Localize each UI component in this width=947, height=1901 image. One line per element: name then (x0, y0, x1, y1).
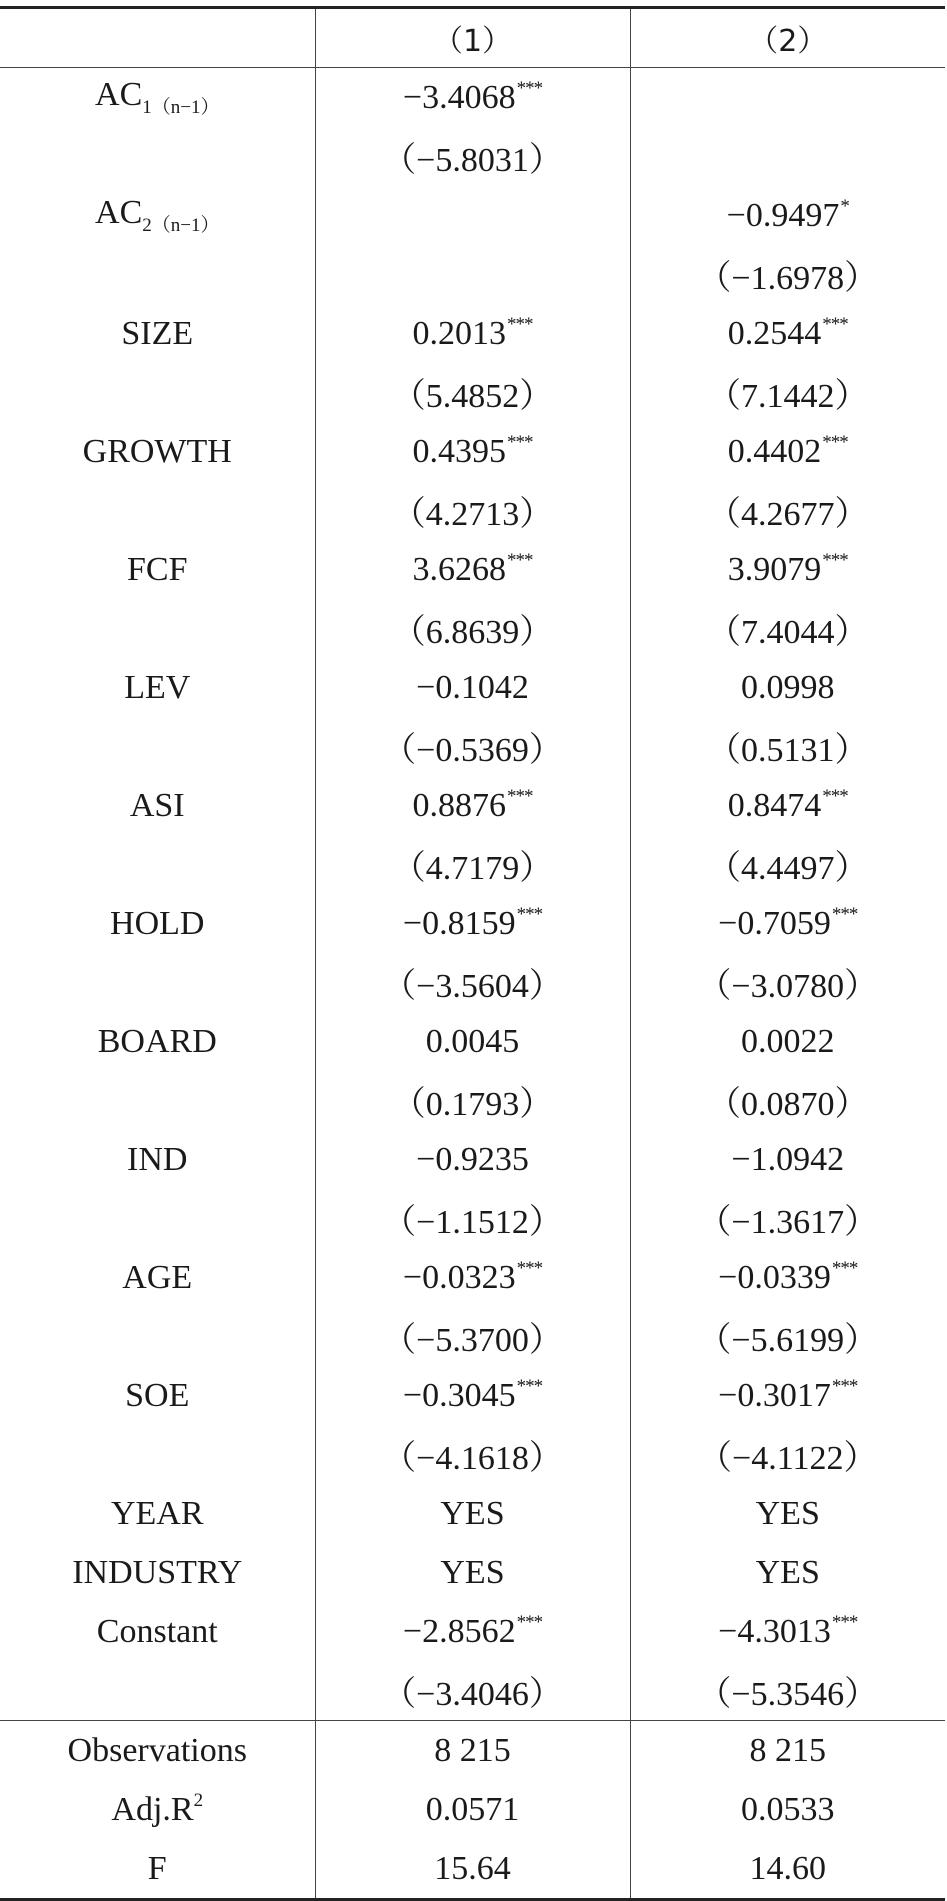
variable-name: FCF (127, 550, 188, 588)
cell-model-2 (630, 1661, 945, 1721)
cell-model-1 (315, 304, 630, 363)
cell-value: （−3.4046） (382, 1676, 563, 1713)
row-label (0, 68, 315, 128)
stat-value: 0.0533 (741, 1790, 835, 1828)
variable-name: SOE (125, 1376, 190, 1414)
cell-value: −0.0323 (402, 1259, 516, 1296)
cell-model-2 (630, 540, 945, 599)
cell-value: （−1.1512） (382, 1204, 563, 1241)
row-label (0, 1130, 315, 1189)
cell-model-1 (315, 186, 630, 245)
stat-value: 15.64 (434, 1849, 511, 1887)
cell-model-2 (630, 1366, 945, 1425)
cell-value: （−4.1618） (382, 1440, 563, 1477)
cell-value: （−4.1122） (698, 1440, 878, 1477)
cell-model-1 (315, 1071, 630, 1130)
cell-model-2 (630, 1248, 945, 1307)
cell-model-2 (630, 894, 945, 953)
table-row (0, 1484, 945, 1543)
table-row (0, 1425, 945, 1484)
table-row (0, 1661, 945, 1721)
table-row (0, 1189, 945, 1248)
cell-model-1 (315, 1484, 630, 1543)
row-label (0, 1248, 315, 1307)
row-label (0, 1012, 315, 1071)
cell-model-1 (315, 1543, 630, 1602)
stat-label (0, 1780, 315, 1839)
row-label (0, 481, 315, 540)
table-row (0, 953, 945, 1012)
stats-row (0, 1721, 945, 1781)
cell-model-1 (315, 658, 630, 717)
cell-model-1 (315, 599, 630, 658)
row-label (0, 953, 315, 1012)
cell-value: （−5.3700） (382, 1322, 563, 1359)
cell-value: −4.3013 (718, 1613, 831, 1650)
row-label (0, 776, 315, 835)
significance-stars: *** (831, 904, 858, 925)
stat-model-2 (630, 1780, 945, 1839)
row-label (0, 540, 315, 599)
row-label (0, 1307, 315, 1366)
cell-value: （6.8639） (391, 614, 554, 651)
variable-name: AGE (122, 1258, 193, 1296)
cell-model-1 (315, 363, 630, 422)
cell-model-2 (630, 1189, 945, 1248)
significance-stars: *** (822, 786, 848, 807)
cell-model-1 (315, 1189, 630, 1248)
stat-value: 14.60 (749, 1849, 826, 1887)
cell-value: （4.4497） (707, 850, 869, 887)
cell-value: （0.5131） (707, 732, 869, 769)
row-label (0, 304, 315, 363)
cell-model-1 (315, 422, 630, 481)
stat-model-1 (315, 1721, 630, 1781)
header-model-2: （2） (630, 8, 945, 68)
cell-model-2 (630, 186, 945, 245)
cell-value: （4.7179） (391, 850, 554, 887)
significance-stars: *** (516, 1612, 543, 1633)
cell-value: （−5.8031） (382, 142, 563, 179)
stat-name: Observations (67, 1731, 247, 1769)
significance-stars: *** (831, 1258, 858, 1279)
significance-stars: *** (507, 786, 533, 807)
cell-value: YES (755, 1494, 820, 1532)
row-label (0, 1484, 315, 1543)
significance-stars: *** (516, 78, 543, 99)
cell-value: （−1.6978） (697, 260, 879, 297)
cell-model-1 (315, 1012, 630, 1071)
cell-value: −2.8562 (402, 1613, 516, 1650)
table-row (0, 894, 945, 953)
cell-model-2 (630, 1071, 945, 1130)
header-row (0, 8, 945, 68)
cell-model-1 (315, 894, 630, 953)
table-row (0, 717, 945, 776)
cell-value: （−0.5369） (382, 732, 563, 769)
row-label (0, 1602, 315, 1661)
cell-value: （7.4044） (707, 614, 869, 651)
cell-value: 0.8876 (412, 787, 506, 824)
cell-model-1 (315, 835, 630, 894)
cell-model-2 (630, 363, 945, 422)
row-label (0, 245, 315, 304)
cell-value: −0.9497 (726, 197, 840, 234)
variable-name: LEV (124, 668, 191, 706)
significance-stars: *** (831, 1612, 858, 1633)
table-row (0, 304, 945, 363)
table-header (0, 8, 945, 68)
cell-model-2 (630, 658, 945, 717)
row-label (0, 1543, 315, 1602)
cell-value: −0.9235 (416, 1140, 529, 1178)
stat-value: 8 215 (434, 1731, 511, 1769)
regression-table (0, 6, 945, 1901)
cell-model-2 (630, 68, 945, 128)
table-row (0, 127, 945, 186)
table-row (0, 1307, 945, 1366)
cell-model-1 (315, 68, 630, 128)
cell-value: （−5.6199） (697, 1322, 879, 1359)
significance-stars: *** (516, 1376, 543, 1397)
cell-value: 0.0998 (741, 668, 835, 706)
header-model-1: （1） (315, 8, 630, 68)
cell-value: YES (440, 1553, 505, 1591)
cell-model-2 (630, 1543, 945, 1602)
table-row (0, 1071, 945, 1130)
cell-model-2 (630, 1130, 945, 1189)
stat-label (0, 1839, 315, 1900)
table-row (0, 1366, 945, 1425)
cell-model-2 (630, 776, 945, 835)
significance-stars: *** (507, 432, 533, 453)
table-row (0, 1543, 945, 1602)
cell-value: −0.8159 (402, 905, 516, 942)
table-row (0, 245, 945, 304)
row-label (0, 894, 315, 953)
row-label (0, 717, 315, 776)
cell-value: （7.1442） (707, 378, 869, 415)
cell-value: 0.8474 (727, 787, 822, 824)
cell-model-2 (630, 1012, 945, 1071)
stat-model-1 (315, 1839, 630, 1900)
significance-stars: * (840, 196, 849, 217)
table-row (0, 186, 945, 245)
stat-superscript: 2 (193, 1790, 204, 1811)
stats-row (0, 1839, 945, 1900)
cell-model-1 (315, 127, 630, 186)
cell-model-2 (630, 422, 945, 481)
cell-model-1 (315, 1425, 630, 1484)
stat-label (0, 1721, 315, 1781)
cell-value: 0.2013 (412, 315, 506, 352)
stats-row (0, 1780, 945, 1839)
variable-name: GROWTH (82, 432, 232, 470)
cell-model-2 (630, 1484, 945, 1543)
cell-model-2 (630, 127, 945, 186)
cell-value: −0.7059 (718, 905, 831, 942)
cell-value: −0.0339 (718, 1259, 831, 1296)
cell-value: （4.2713） (391, 496, 554, 533)
variable-name: INDUSTRY (72, 1553, 243, 1591)
cell-value: （−5.3546） (697, 1676, 879, 1713)
significance-stars: *** (507, 314, 533, 335)
cell-model-1 (315, 1366, 630, 1425)
cell-model-1 (315, 1130, 630, 1189)
table-row (0, 68, 945, 128)
variable-name: AC (95, 194, 143, 231)
cell-value: 3.9079 (727, 551, 822, 588)
table-row (0, 540, 945, 599)
table-row (0, 1248, 945, 1307)
cell-value: YES (755, 1553, 820, 1591)
table-row (0, 1602, 945, 1661)
row-label (0, 1366, 315, 1425)
cell-model-2 (630, 835, 945, 894)
cell-value: 0.2544 (727, 315, 822, 352)
table-row (0, 363, 945, 422)
cell-value: −3.4068 (402, 79, 516, 116)
stat-value: 0.0571 (425, 1790, 520, 1828)
cell-value: −0.3045 (402, 1377, 516, 1414)
table-row (0, 776, 945, 835)
cell-model-1 (315, 540, 630, 599)
cell-model-1 (315, 953, 630, 1012)
significance-stars: *** (516, 1258, 543, 1279)
variable-name: BOARD (97, 1022, 217, 1060)
table-row (0, 599, 945, 658)
significance-stars: *** (507, 550, 533, 571)
variable-name: YEAR (110, 1494, 204, 1532)
cell-value: （−3.0780） (697, 968, 879, 1005)
row-label (0, 127, 315, 186)
table-row (0, 1130, 945, 1189)
stat-name: F (147, 1849, 167, 1887)
variable-name: SIZE (121, 314, 194, 352)
table-row (0, 422, 945, 481)
cell-value: −0.1042 (416, 668, 529, 706)
cell-model-2 (630, 1425, 945, 1484)
cell-value: 0.4402 (727, 433, 822, 470)
cell-model-2 (630, 304, 945, 363)
cell-value: −0.3017 (718, 1377, 831, 1414)
cell-model-1 (315, 717, 630, 776)
cell-model-1 (315, 1307, 630, 1366)
cell-model-2 (630, 1307, 945, 1366)
variable-name: IND (127, 1140, 188, 1178)
cell-model-2 (630, 717, 945, 776)
cell-value: 0.4395 (412, 433, 506, 470)
coefficients-body (0, 68, 945, 1721)
row-label (0, 186, 315, 245)
table-row (0, 1012, 945, 1071)
header-variable (0, 8, 315, 68)
cell-model-2 (630, 245, 945, 304)
stat-model-2 (630, 1839, 945, 1900)
row-label (0, 599, 315, 658)
variable-name: Constant (96, 1612, 218, 1650)
table-row (0, 658, 945, 717)
cell-value: （−1.3617） (697, 1204, 879, 1241)
cell-model-2 (630, 1602, 945, 1661)
cell-value: 3.6268 (412, 551, 506, 588)
significance-stars: *** (516, 904, 543, 925)
table-row (0, 481, 945, 540)
cell-value: （4.2677） (707, 496, 869, 533)
cell-value: （−3.5604） (382, 968, 563, 1005)
cell-model-1 (315, 481, 630, 540)
row-label (0, 1071, 315, 1130)
cell-model-1 (315, 1602, 630, 1661)
table-row (0, 835, 945, 894)
cell-value: （0.0870） (707, 1086, 869, 1123)
row-label (0, 422, 315, 481)
row-label (0, 1661, 315, 1721)
cell-model-1 (315, 245, 630, 304)
significance-stars: *** (822, 432, 848, 453)
cell-value: −1.0942 (731, 1140, 845, 1178)
cell-model-2 (630, 481, 945, 540)
row-label (0, 835, 315, 894)
cell-model-1 (315, 1248, 630, 1307)
row-label (0, 1425, 315, 1484)
row-label (0, 363, 315, 422)
stat-model-2 (630, 1721, 945, 1781)
cell-value: YES (440, 1494, 505, 1532)
cell-value: （0.1793） (391, 1086, 554, 1123)
cell-model-1 (315, 776, 630, 835)
statistics-body (0, 1721, 945, 1900)
variable-name: HOLD (110, 904, 205, 942)
variable-name: AC (95, 76, 143, 113)
variable-subscript: 1（n−1） (142, 97, 220, 118)
variable-subscript: 2（n−1） (142, 215, 220, 236)
stat-model-1 (315, 1780, 630, 1839)
cell-model-2 (630, 953, 945, 1012)
cell-model-2 (630, 599, 945, 658)
stat-name: Adj.R (111, 1791, 194, 1828)
significance-stars: *** (831, 1376, 858, 1397)
stat-value: 8 215 (749, 1731, 826, 1769)
cell-value: 0.0022 (741, 1022, 835, 1060)
cell-model-1 (315, 1661, 630, 1721)
cell-value: （5.4852） (391, 378, 554, 415)
row-label (0, 658, 315, 717)
significance-stars: *** (822, 550, 848, 571)
significance-stars: *** (822, 314, 848, 335)
row-label (0, 1189, 315, 1248)
cell-value: 0.0045 (425, 1022, 520, 1060)
variable-name: ASI (129, 786, 185, 824)
